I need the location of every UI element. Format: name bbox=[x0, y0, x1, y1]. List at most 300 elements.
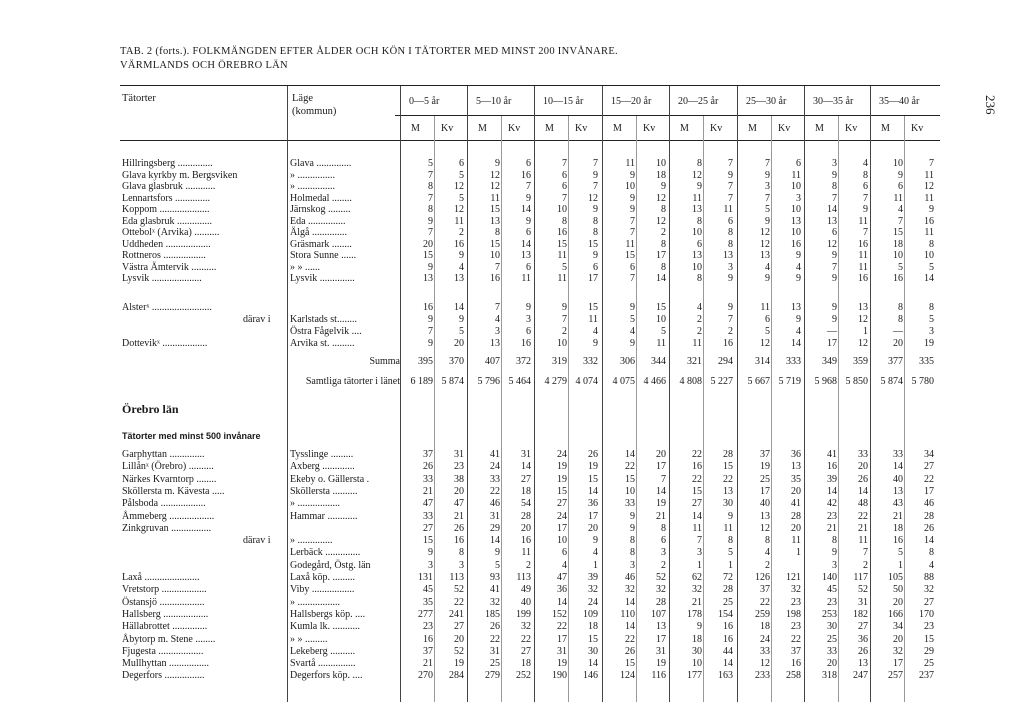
cell-kv: 116 bbox=[651, 670, 666, 682]
cell-kv: 163 bbox=[718, 670, 733, 682]
column-divider bbox=[467, 86, 468, 702]
cell-kv: 21 bbox=[858, 522, 868, 534]
cell-m: 4 bbox=[562, 559, 567, 571]
cell-kv: 7 bbox=[526, 181, 531, 192]
cell-m: 37 bbox=[423, 645, 433, 657]
cell-m: 62 bbox=[692, 572, 702, 583]
cell-kv: 28 bbox=[723, 449, 733, 460]
cell-kv: 21 bbox=[656, 510, 666, 522]
cell-kv: 13 bbox=[791, 215, 801, 227]
cell-m: 16 bbox=[423, 633, 433, 645]
column-divider bbox=[400, 86, 401, 702]
column-divider bbox=[602, 86, 603, 702]
sex-header-m: M bbox=[748, 123, 757, 134]
cell-kv: 19 bbox=[454, 658, 464, 670]
cell-m: 16 bbox=[557, 227, 567, 238]
samtliga-cell-m: 5 667 bbox=[747, 376, 770, 387]
cell-m: 23 bbox=[423, 621, 433, 633]
cell-m: 33 bbox=[423, 510, 433, 522]
cell-m: 5 bbox=[495, 559, 500, 571]
cell-kv: 6 bbox=[796, 158, 801, 169]
cell-kv: 18 bbox=[521, 658, 531, 670]
cell-kv: 44 bbox=[723, 645, 733, 657]
cell-kv: 22 bbox=[858, 510, 868, 522]
place-name: Åbytorp m. Stene ........ bbox=[122, 633, 216, 645]
cell-kv: 7 bbox=[929, 158, 934, 169]
cell-m: 35 bbox=[423, 596, 433, 608]
summa-label: Summa bbox=[369, 356, 400, 367]
cell-m: 41 bbox=[490, 584, 500, 596]
place-name: Pålsboda .................. bbox=[122, 498, 206, 510]
cell-kv: 17 bbox=[656, 250, 666, 261]
cell-m: 131 bbox=[418, 572, 433, 583]
cell-kv: 252 bbox=[516, 670, 531, 682]
cell-m: 31 bbox=[490, 510, 500, 522]
cell-kv: 12 bbox=[656, 192, 666, 204]
cell-kv: 13 bbox=[791, 461, 801, 473]
municipality: Tysslinge ......... bbox=[290, 449, 354, 460]
cell-m: 4 bbox=[495, 314, 500, 325]
cell-kv: 13 bbox=[454, 273, 464, 284]
section-title: Örebro län bbox=[122, 402, 179, 416]
cell-kv: 6 bbox=[459, 158, 464, 169]
cell-m: 4 bbox=[697, 302, 702, 313]
cell-m: 7 bbox=[562, 158, 567, 169]
sex-header-m: M bbox=[815, 123, 824, 134]
cell-kv: 1 bbox=[728, 559, 733, 571]
cell-kv: 88 bbox=[924, 572, 934, 583]
cell-m: 50 bbox=[893, 584, 903, 596]
cell-kv: 7 bbox=[593, 158, 598, 169]
cell-m: 11 bbox=[557, 273, 567, 284]
column-divider bbox=[534, 86, 535, 702]
cell-kv: 28 bbox=[924, 510, 934, 522]
cell-kv: 52 bbox=[858, 584, 868, 596]
cell-m: 33 bbox=[490, 473, 500, 485]
cell-m: 24 bbox=[490, 461, 500, 473]
cell-m: 9 bbox=[630, 169, 635, 181]
cell-kv: 3 bbox=[459, 559, 464, 571]
sex-header-kv: Kv bbox=[508, 123, 521, 134]
cell-kv: 3 bbox=[661, 547, 666, 559]
cell-kv: 23 bbox=[791, 596, 801, 608]
cell-kv: 5 bbox=[929, 314, 934, 325]
cell-m: 17 bbox=[557, 633, 567, 645]
cell-m: 6 bbox=[898, 181, 903, 192]
cell-m: 318 bbox=[822, 670, 837, 682]
cell-kv: 14 bbox=[924, 273, 934, 284]
cell-kv: 28 bbox=[656, 596, 666, 608]
cell-kv: 46 bbox=[924, 498, 934, 510]
cell-kv: 113 bbox=[516, 572, 531, 583]
cell-m: 152 bbox=[552, 608, 567, 620]
sex-header-kv: Kv bbox=[845, 123, 858, 134]
cell-m: 3 bbox=[495, 326, 500, 337]
cell-m: 22 bbox=[557, 621, 567, 633]
cell-m: 11 bbox=[893, 192, 903, 204]
cell-kv: 9 bbox=[593, 169, 598, 181]
age-group-header: 15—20 år bbox=[611, 96, 652, 107]
cell-m: 19 bbox=[557, 473, 567, 485]
cell-kv: 11 bbox=[588, 314, 598, 325]
cell-m: 2 bbox=[765, 559, 770, 571]
cell-kv: 28 bbox=[723, 584, 733, 596]
cell-kv: 52 bbox=[454, 584, 464, 596]
cell-m: 12 bbox=[490, 169, 500, 181]
cell-kv: 11 bbox=[924, 192, 934, 204]
municipality: Lekeberg .......... bbox=[290, 645, 356, 657]
cell-kv: 9 bbox=[796, 250, 801, 261]
cell-m: 9 bbox=[562, 302, 567, 313]
cell-kv: 4 bbox=[459, 261, 464, 273]
cell-m: 233 bbox=[755, 670, 770, 682]
sex-header-kv: Kv bbox=[441, 123, 454, 134]
place-name: Östansjö .................. bbox=[122, 596, 205, 608]
cell-kv: 22 bbox=[521, 633, 531, 645]
cell-kv: 9 bbox=[593, 204, 598, 215]
cell-kv: 8 bbox=[459, 547, 464, 559]
cell-m: 21 bbox=[827, 522, 837, 534]
cell-kv: 6 bbox=[661, 535, 666, 547]
cell-kv: 16 bbox=[454, 535, 464, 547]
age-group-header: 5—10 år bbox=[476, 96, 512, 107]
place-name: Glava kyrkby m. Bergsviken bbox=[122, 169, 238, 181]
municipality: Östra Fågelvik .... bbox=[290, 326, 362, 337]
cell-kv: 9 bbox=[526, 302, 531, 313]
cell-kv: 7 bbox=[661, 473, 666, 485]
cell-m: 15 bbox=[893, 227, 903, 238]
place-name: Koppom .................... bbox=[122, 204, 210, 215]
municipality: Laxå köp. ......... bbox=[290, 572, 355, 583]
cell-kv: 27 bbox=[521, 645, 531, 657]
cell-kv: 10 bbox=[656, 314, 666, 325]
cell-kv: 11 bbox=[521, 273, 531, 284]
place-name: Lillånˣ (Örebro) .......... bbox=[122, 461, 214, 473]
cell-kv: 4 bbox=[593, 547, 598, 559]
place-name: Lysvik .................... bbox=[122, 273, 202, 284]
cell-m: 26 bbox=[490, 621, 500, 633]
cell-m: 11 bbox=[490, 192, 500, 204]
cell-kv: 23 bbox=[924, 621, 934, 633]
place-name: Ottebolˣ (Arvika) .......... bbox=[122, 227, 220, 238]
cell-kv: 40 bbox=[521, 596, 531, 608]
cell-m: 30 bbox=[692, 645, 702, 657]
cell-m: 15 bbox=[423, 535, 433, 547]
cell-kv: 17 bbox=[588, 510, 598, 522]
cell-m: 32 bbox=[625, 584, 635, 596]
cell-m: 8 bbox=[495, 227, 500, 238]
cell-m: 7 bbox=[428, 169, 433, 181]
cell-m: 5 bbox=[562, 261, 567, 273]
cell-m: 31 bbox=[557, 645, 567, 657]
header-top-rule bbox=[120, 85, 940, 86]
cell-kv: 247 bbox=[853, 670, 868, 682]
summa-cell-kv: 294 bbox=[718, 356, 733, 367]
cell-kv: 37 bbox=[791, 645, 801, 657]
cell-m: 6 bbox=[765, 314, 770, 325]
sex-header-m: M bbox=[545, 123, 554, 134]
cell-kv: 9 bbox=[593, 535, 598, 547]
cell-m: 8 bbox=[697, 158, 702, 169]
cell-m: 15 bbox=[423, 250, 433, 261]
cell-m: 9 bbox=[630, 338, 635, 349]
cell-kv: 16 bbox=[924, 215, 934, 227]
cell-m: 7 bbox=[562, 192, 567, 204]
cell-kv: 17 bbox=[588, 273, 598, 284]
cell-m: 17 bbox=[557, 522, 567, 534]
cell-m: 18 bbox=[893, 522, 903, 534]
cell-m: 7 bbox=[630, 215, 635, 227]
cell-m: 32 bbox=[692, 584, 702, 596]
cell-kv: 15 bbox=[588, 633, 598, 645]
place-name: Uddheden .................. bbox=[122, 238, 211, 250]
cell-m: 15 bbox=[625, 250, 635, 261]
cell-m: 110 bbox=[620, 608, 635, 620]
cell-m: 23 bbox=[827, 596, 837, 608]
cell-kv: 170 bbox=[919, 608, 934, 620]
cell-kv: 14 bbox=[521, 238, 531, 250]
municipality: » ................. bbox=[290, 498, 340, 510]
cell-kv: 26 bbox=[858, 645, 868, 657]
cell-kv: 34 bbox=[924, 449, 934, 460]
cell-m: 46 bbox=[490, 498, 500, 510]
cell-m: 9 bbox=[428, 547, 433, 559]
cell-kv: 11 bbox=[723, 204, 733, 215]
cell-kv: 29 bbox=[924, 645, 934, 657]
cell-kv: 258 bbox=[786, 670, 801, 682]
cell-m: 10 bbox=[692, 227, 702, 238]
cell-kv: 4 bbox=[929, 559, 934, 571]
cell-kv: 12 bbox=[588, 192, 598, 204]
cell-kv: 4 bbox=[796, 326, 801, 337]
cell-m: 7 bbox=[428, 227, 433, 238]
cell-m: 22 bbox=[692, 473, 702, 485]
cell-m: 13 bbox=[423, 273, 433, 284]
cell-m: 10 bbox=[557, 535, 567, 547]
cell-m: 8 bbox=[562, 215, 567, 227]
cell-kv: 146 bbox=[583, 670, 598, 682]
cell-kv: 6 bbox=[593, 261, 598, 273]
cell-m: 93 bbox=[490, 572, 500, 583]
samtliga-cell-kv: 5 227 bbox=[710, 376, 733, 387]
cell-m: 7 bbox=[630, 227, 635, 238]
cell-m: 40 bbox=[760, 498, 770, 510]
header-bottom-rule bbox=[120, 140, 940, 141]
cell-kv: 16 bbox=[521, 169, 531, 181]
cell-kv: 11 bbox=[791, 535, 801, 547]
cell-kv: 31 bbox=[858, 596, 868, 608]
cell-kv: 9 bbox=[661, 181, 666, 192]
cell-kv: 27 bbox=[924, 596, 934, 608]
cell-kv: 7 bbox=[593, 181, 598, 192]
cell-kv: 107 bbox=[651, 608, 666, 620]
cell-m: 18 bbox=[893, 238, 903, 250]
cell-m: 37 bbox=[423, 449, 433, 460]
cell-m: 10 bbox=[692, 261, 702, 273]
cell-kv: 16 bbox=[521, 535, 531, 547]
cell-m: 16 bbox=[893, 273, 903, 284]
cell-m: 9 bbox=[428, 261, 433, 273]
summa-cell-m: 314 bbox=[755, 356, 770, 367]
summa-cell-m: 377 bbox=[888, 356, 903, 367]
municipality: Hallsbergs köp. .... bbox=[290, 608, 366, 620]
place-name: därav i bbox=[243, 535, 271, 547]
cell-m: 8 bbox=[630, 547, 635, 559]
cell-m: 40 bbox=[893, 473, 903, 485]
cell-kv: 16 bbox=[791, 238, 801, 250]
cell-kv: 28 bbox=[521, 510, 531, 522]
cell-m: 10 bbox=[692, 658, 702, 670]
cell-kv: 20 bbox=[454, 485, 464, 497]
cell-kv: 5 bbox=[459, 192, 464, 204]
cell-m: 2 bbox=[562, 326, 567, 337]
cell-kv: 31 bbox=[454, 449, 464, 460]
cell-kv: 10 bbox=[656, 158, 666, 169]
municipality: Viby ................. bbox=[290, 584, 355, 596]
cell-kv: 237 bbox=[919, 670, 934, 682]
cell-m: 185 bbox=[485, 608, 500, 620]
cell-kv: 72 bbox=[723, 572, 733, 583]
cell-kv: 6 bbox=[863, 181, 868, 192]
cell-m: 5 bbox=[898, 547, 903, 559]
cell-kv: 14 bbox=[454, 302, 464, 313]
cell-m: 17 bbox=[893, 658, 903, 670]
cell-kv: 16 bbox=[723, 338, 733, 349]
samtliga-cell-m: 5 796 bbox=[477, 376, 500, 387]
samtliga-cell-kv: 4 466 bbox=[643, 376, 666, 387]
age-group-header: 20—25 år bbox=[678, 96, 719, 107]
cell-kv: 15 bbox=[588, 302, 598, 313]
table-title: TAB. 2 (forts.). FOLKMÄNGDEN EFTER ÅLDER OCH KÖN I TÄTORTER MED MINST 200 INVÅNARE. bbox=[120, 46, 618, 57]
cell-kv: 8 bbox=[929, 238, 934, 250]
samtliga-cell-kv: 4 074 bbox=[575, 376, 598, 387]
cell-m: 34 bbox=[893, 621, 903, 633]
cell-m: 14 bbox=[827, 485, 837, 497]
cell-m: 33 bbox=[893, 449, 903, 460]
municipality: Ekeby o. Gällersta . bbox=[290, 473, 370, 485]
cell-kv: 14 bbox=[858, 485, 868, 497]
cell-m: 10 bbox=[893, 158, 903, 169]
cell-m: 11 bbox=[692, 522, 702, 534]
cell-m: 46 bbox=[625, 572, 635, 583]
municipality: Arvika st. ......... bbox=[290, 338, 355, 349]
summa-cell-m: 306 bbox=[620, 356, 635, 367]
municipality: Älgå .............. bbox=[290, 227, 347, 238]
cell-kv: 24 bbox=[588, 596, 598, 608]
cell-kv: 14 bbox=[656, 273, 666, 284]
cell-kv: 52 bbox=[454, 645, 464, 657]
cell-kv: 26 bbox=[924, 522, 934, 534]
place-name: Åmmeberg .................. bbox=[122, 510, 215, 522]
cell-m: 7 bbox=[428, 326, 433, 337]
cell-m: 9 bbox=[832, 169, 837, 181]
cell-m: 9 bbox=[898, 169, 903, 181]
cell-kv: 26 bbox=[858, 473, 868, 485]
sex-header-m: M bbox=[881, 123, 890, 134]
cell-m: 20 bbox=[893, 596, 903, 608]
cell-m: 20 bbox=[423, 238, 433, 250]
place-name: Sköllersta m. Kävesta ..... bbox=[122, 485, 225, 497]
cell-kv: 11 bbox=[924, 227, 934, 238]
summa-cell-m: 321 bbox=[687, 356, 702, 367]
summa-cell-m: 395 bbox=[418, 356, 433, 367]
cell-m: 9 bbox=[832, 302, 837, 313]
cell-kv: 17 bbox=[656, 633, 666, 645]
cell-m: 279 bbox=[485, 670, 500, 682]
cell-kv: 199 bbox=[516, 608, 531, 620]
cell-m: 9 bbox=[428, 314, 433, 325]
age-group-header: 10—15 år bbox=[543, 96, 584, 107]
sex-header-m: M bbox=[478, 123, 487, 134]
cell-m: 16 bbox=[893, 535, 903, 547]
place-name: Dottevikˣ .................. bbox=[122, 338, 208, 349]
cell-kv: 18 bbox=[656, 169, 666, 181]
cell-m: 14 bbox=[490, 535, 500, 547]
cell-m: 15 bbox=[625, 473, 635, 485]
cell-kv: 8 bbox=[593, 215, 598, 227]
cell-kv: 15 bbox=[723, 461, 733, 473]
cell-m: 18 bbox=[760, 621, 770, 633]
cell-m: 3 bbox=[832, 158, 837, 169]
cell-m: 10 bbox=[625, 485, 635, 497]
cell-kv: 12 bbox=[454, 181, 464, 192]
place-name: Rottneros ................. bbox=[122, 250, 206, 261]
summa-cell-m: 407 bbox=[485, 356, 500, 367]
cell-m: 21 bbox=[692, 596, 702, 608]
cell-m: 24 bbox=[557, 449, 567, 460]
cell-m: 140 bbox=[822, 572, 837, 583]
municipality: » ................. bbox=[290, 596, 340, 608]
cell-m: 45 bbox=[827, 584, 837, 596]
cell-kv: 17 bbox=[924, 485, 934, 497]
cell-m: 9 bbox=[630, 510, 635, 522]
cell-kv: 35 bbox=[791, 473, 801, 485]
cell-kv: 3 bbox=[796, 192, 801, 204]
cell-m: 5 bbox=[428, 158, 433, 169]
cell-m: 11 bbox=[557, 250, 567, 261]
municipality: Hammar ............ bbox=[290, 510, 358, 522]
cell-kv: 8 bbox=[661, 238, 666, 250]
column-divider bbox=[870, 86, 871, 702]
cell-m: 14 bbox=[625, 621, 635, 633]
cell-kv: 17 bbox=[656, 461, 666, 473]
place-name: Garphyttan .............. bbox=[122, 449, 205, 460]
cell-kv: 26 bbox=[454, 522, 464, 534]
place-name: Hallsberg .................. bbox=[122, 608, 209, 620]
cell-m: 10 bbox=[490, 250, 500, 261]
place-name: Hillringsberg .............. bbox=[122, 158, 213, 169]
cell-m: 9 bbox=[630, 302, 635, 313]
cell-kv: 18 bbox=[588, 621, 598, 633]
cell-kv: 12 bbox=[454, 204, 464, 215]
cell-m: 19 bbox=[557, 461, 567, 473]
cell-kv: 20 bbox=[521, 522, 531, 534]
cell-m: 22 bbox=[490, 485, 500, 497]
cell-kv: 11 bbox=[791, 169, 801, 181]
cell-m: 257 bbox=[888, 670, 903, 682]
place-name: Laxå ...................... bbox=[122, 572, 200, 583]
cell-m: 8 bbox=[697, 215, 702, 227]
column-divider bbox=[669, 86, 670, 702]
cell-kv: 2 bbox=[661, 227, 666, 238]
cell-kv: 16 bbox=[723, 621, 733, 633]
cell-kv: 22 bbox=[723, 473, 733, 485]
cell-kv: 31 bbox=[656, 645, 666, 657]
cell-kv: 12 bbox=[858, 314, 868, 325]
cell-kv: 25 bbox=[924, 658, 934, 670]
col-header-lage: Läge bbox=[292, 93, 313, 104]
samtliga-cell-m: 5 968 bbox=[814, 376, 837, 387]
